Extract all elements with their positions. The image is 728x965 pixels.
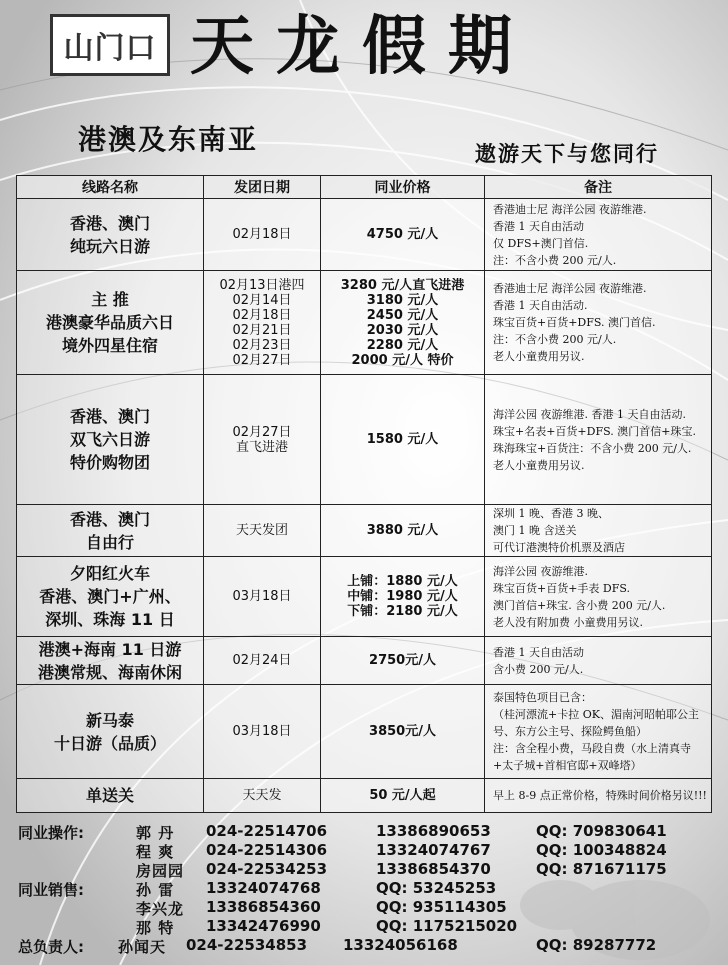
notes-cell xyxy=(485,637,712,685)
price-cell-line: 2750元/人 xyxy=(369,653,436,668)
tour-price-table xyxy=(16,175,712,813)
route-cell xyxy=(17,557,204,637)
brand-logo: 山门口 xyxy=(50,14,170,76)
price-cell-line: 2000 元/人 特价 xyxy=(351,352,454,368)
column-header-notes: 备注 xyxy=(485,176,712,199)
column-header-date: 发团日期 xyxy=(204,176,321,199)
price-cell-line: 3280 元/人直飞进港 xyxy=(340,277,465,293)
route-cell-line: 单送关 xyxy=(85,786,134,805)
contact-mobile: QQ: 53245253 xyxy=(376,879,497,897)
route-cell-line: 境外四星住宿 xyxy=(61,336,158,355)
date-cell-line: 直飞进港 xyxy=(235,439,288,455)
price-cell xyxy=(321,375,485,505)
notes-cell xyxy=(485,199,712,271)
price-cell xyxy=(321,199,485,271)
notes-cell-line: 老人没有附加费 小童费用另议. xyxy=(493,615,643,629)
contact-phone: 13386854360 xyxy=(206,898,321,916)
date-cell-line: 03月18日 xyxy=(232,589,292,604)
contact-row xyxy=(18,898,718,917)
date-cell xyxy=(204,637,321,685)
table-row xyxy=(17,779,712,813)
price-cell-line: 2030 元/人 xyxy=(366,322,439,338)
contact-role: 同业销售: xyxy=(18,881,84,899)
contact-row xyxy=(18,841,718,860)
price-cell xyxy=(321,505,485,557)
contact-qq: QQ: 871671175 xyxy=(536,860,667,878)
notes-cell-line: 可代订港澳特价机票及酒店 xyxy=(493,541,625,554)
contact-qq: QQ: 100348824 xyxy=(536,841,667,859)
contact-role: 同业操作: xyxy=(18,824,84,842)
route-cell-line: 特价购物团 xyxy=(69,453,150,472)
date-cell xyxy=(204,557,321,637)
route-cell-line: 新马泰 xyxy=(85,710,134,730)
contact-name: 那 特 xyxy=(136,919,175,937)
route-cell-line: 港澳+海南 11 日游 xyxy=(38,639,182,659)
contact-qq: QQ: 709830641 xyxy=(536,822,667,840)
contact-phone: 024-22514706 xyxy=(206,822,328,840)
contact-mobile: QQ: 1175215020 xyxy=(376,917,518,935)
notes-cell-line: 早上 8-9 点正常价格，特殊时间价格另议!!! xyxy=(493,789,707,802)
date-cell-line: 02月13日港四 xyxy=(219,277,305,293)
notes-cell xyxy=(485,375,712,505)
date-cell-line: 02月18日 xyxy=(232,307,292,323)
route-cell-line: 香港、澳门+广州、 xyxy=(39,587,181,606)
route-cell-line: 港澳常规、海南休闲 xyxy=(37,662,182,682)
table-row xyxy=(17,557,712,637)
contact-phone: 024-22514306 xyxy=(206,841,328,859)
notes-cell-line: 珠宝百货+百货+DFS. 澳门首信. xyxy=(493,316,656,329)
notes-cell-line: 海洋公园 夜游维港. 香港 1 天自由活动. xyxy=(493,407,686,421)
price-cell xyxy=(321,557,485,637)
route-cell-line: 双飞六日游 xyxy=(69,430,150,449)
contact-mobile: 13324074767 xyxy=(376,841,491,859)
notes-cell-line: 老人小童费用另议. xyxy=(493,458,585,472)
page-subtitle: 港澳及东南亚 xyxy=(78,123,259,156)
price-cell-line: 50 元/人起 xyxy=(369,788,436,803)
contact-row xyxy=(18,917,718,936)
price-cell-line: 2280 元/人 xyxy=(366,337,439,353)
date-cell-line: 02月27日 xyxy=(232,424,292,440)
notes-cell-line: 澳门 1 晚 含送关 xyxy=(493,524,577,537)
route-cell xyxy=(17,637,204,685)
date-cell xyxy=(204,199,321,271)
price-cell-line: 中铺：1980 元/人 xyxy=(347,589,458,604)
price-cell xyxy=(321,685,485,779)
contact-row xyxy=(18,860,718,879)
slogan: 遨游天下与您同行 xyxy=(475,142,659,166)
contact-mobile: QQ: 935114305 xyxy=(376,898,507,916)
table-row xyxy=(17,199,712,271)
notes-cell xyxy=(485,271,712,375)
price-cell-line: 4750 元/人 xyxy=(366,227,439,242)
notes-cell-line: 注：含全程小费，马段自费（水上清真寺+太子城+首相官邸+双峰塔） xyxy=(493,742,691,772)
price-cell xyxy=(321,271,485,375)
notes-cell xyxy=(485,505,712,557)
notes-cell-line: 泰国特色项目已含： xyxy=(493,691,592,704)
date-cell xyxy=(204,779,321,813)
route-cell xyxy=(17,779,204,813)
route-cell-line: 香港、澳门 xyxy=(69,213,150,233)
notes-cell xyxy=(485,685,712,779)
price-cell-line: 上铺：1880 元/人 xyxy=(347,574,458,589)
contact-qq: QQ: 89287772 xyxy=(536,936,657,954)
route-cell-line: 香港、澳门 xyxy=(69,407,150,426)
contact-name: 房园园 xyxy=(136,862,185,880)
date-cell-line: 02月27日 xyxy=(232,352,292,368)
contact-name: 郭 丹 xyxy=(136,824,175,842)
table-row xyxy=(17,505,712,557)
route-cell xyxy=(17,375,204,505)
price-cell-line: 1580 元/人 xyxy=(366,432,439,447)
price-cell xyxy=(321,779,485,813)
table-row xyxy=(17,637,712,685)
date-cell-line: 天天发团 xyxy=(235,523,288,538)
date-cell-line: 02月24日 xyxy=(232,653,292,668)
table-row xyxy=(17,271,712,375)
price-cell-line: 2450 元/人 xyxy=(366,307,439,323)
table-row xyxy=(17,685,712,779)
contact-phone: 13342476990 xyxy=(206,917,321,935)
route-cell-line: 港澳豪华品质六日 xyxy=(45,313,174,332)
route-cell-line: 十日游（品质） xyxy=(53,733,166,753)
route-cell-line: 深圳、珠海 11 日 xyxy=(45,610,175,629)
column-header-route: 线路名称 xyxy=(17,176,204,199)
route-cell xyxy=(17,685,204,779)
price-cell-line: 3850元/人 xyxy=(369,724,436,739)
route-cell-line: 香港、澳门 xyxy=(69,509,150,529)
notes-cell-line: 珠宝百货+百货+手表 DFS. xyxy=(493,581,631,595)
date-cell xyxy=(204,271,321,375)
notes-cell-line: 澳门首信+珠宝. 含小费 200 元/人. xyxy=(493,598,666,612)
contact-mobile: 13386854370 xyxy=(376,860,491,878)
contact-phone: 13324074768 xyxy=(206,879,321,897)
contact-phone: 024-22534253 xyxy=(206,860,328,878)
contact-mobile: 13324056168 xyxy=(343,936,458,954)
price-cell-line: 下铺：2180 元/人 xyxy=(347,604,458,619)
route-cell-line: 夕阳红火车 xyxy=(69,564,150,583)
notes-cell-line: 香港 1 天自由活动 xyxy=(493,219,584,233)
notes-cell-line: 注：不含小费 200 元/人. xyxy=(493,253,617,267)
notes-cell-line: 香港 1 天自由活动 xyxy=(493,645,584,659)
notes-cell-line: 注：不含小费 200 元/人. xyxy=(493,333,617,346)
date-cell-line: 02月23日 xyxy=(232,337,292,353)
route-cell xyxy=(17,199,204,271)
date-cell-line: 天天发 xyxy=(242,788,282,803)
notes-cell-line: 香港迪士尼 海洋公园 夜游维港. xyxy=(493,282,647,295)
notes-cell xyxy=(485,557,712,637)
notes-cell-line: 香港 1 天自由活动. xyxy=(493,299,588,312)
contact-row xyxy=(18,879,718,898)
notes-cell-line: 深圳 1 晚、香港 3 晚、 xyxy=(493,507,609,520)
notes-cell-line: 香港迪士尼 海洋公园 夜游维港. xyxy=(493,202,647,216)
table-header-row xyxy=(17,176,712,199)
route-cell xyxy=(17,271,204,375)
date-cell xyxy=(204,375,321,505)
notes-cell-line: 珠宝+名表+百货+DFS. 澳门首信+珠宝. xyxy=(493,424,696,438)
contact-role: 总负责人: xyxy=(18,938,84,956)
notes-cell-line: 仅 DFS+澳门首信. xyxy=(493,236,589,250)
contact-name: 孙闻天 xyxy=(118,938,167,956)
price-cell-line: 3880 元/人 xyxy=(366,523,439,538)
date-cell-line: 03月18日 xyxy=(232,724,292,739)
route-cell-line: 纯玩六日游 xyxy=(69,236,150,256)
date-cell xyxy=(204,685,321,779)
route-cell xyxy=(17,505,204,557)
contact-name: 孙 雷 xyxy=(136,881,175,899)
route-cell-line: 自由行 xyxy=(85,532,134,552)
date-cell xyxy=(204,505,321,557)
contact-mobile: 13386890653 xyxy=(376,822,491,840)
notes-cell-line: 海洋公园 夜游维港. xyxy=(493,564,588,578)
notes-cell-line: 含小费 200 元/人. xyxy=(493,662,584,676)
column-header-price: 同业价格 xyxy=(321,176,485,199)
notes-cell-line: （桂河漂流+卡拉 OK、湄南河昭帕耶公主号、东方公主号、探险鳄鱼船） xyxy=(493,708,699,738)
date-cell-line: 02月21日 xyxy=(232,322,292,338)
price-cell-line: 3180 元/人 xyxy=(366,292,439,308)
contact-phone: 024-22534853 xyxy=(186,936,308,954)
contact-row xyxy=(18,936,718,955)
route-cell-line: 主 推 xyxy=(91,290,129,309)
contact-name: 李兴龙 xyxy=(136,900,185,918)
date-cell-line: 02月14日 xyxy=(232,292,292,308)
price-cell xyxy=(321,637,485,685)
notes-cell-line: 珠海珠宝+百货注：不含小费 200 元/人. xyxy=(493,441,692,455)
notes-cell xyxy=(485,779,712,813)
notes-cell-line: 老人小童费用另议. xyxy=(493,350,585,363)
contact-row xyxy=(18,822,718,841)
contact-section xyxy=(18,822,718,955)
table-row xyxy=(17,375,712,505)
contact-name: 程 爽 xyxy=(136,843,175,861)
date-cell-line: 02月18日 xyxy=(232,227,292,242)
brand-title: 天龙假期 xyxy=(190,9,534,84)
